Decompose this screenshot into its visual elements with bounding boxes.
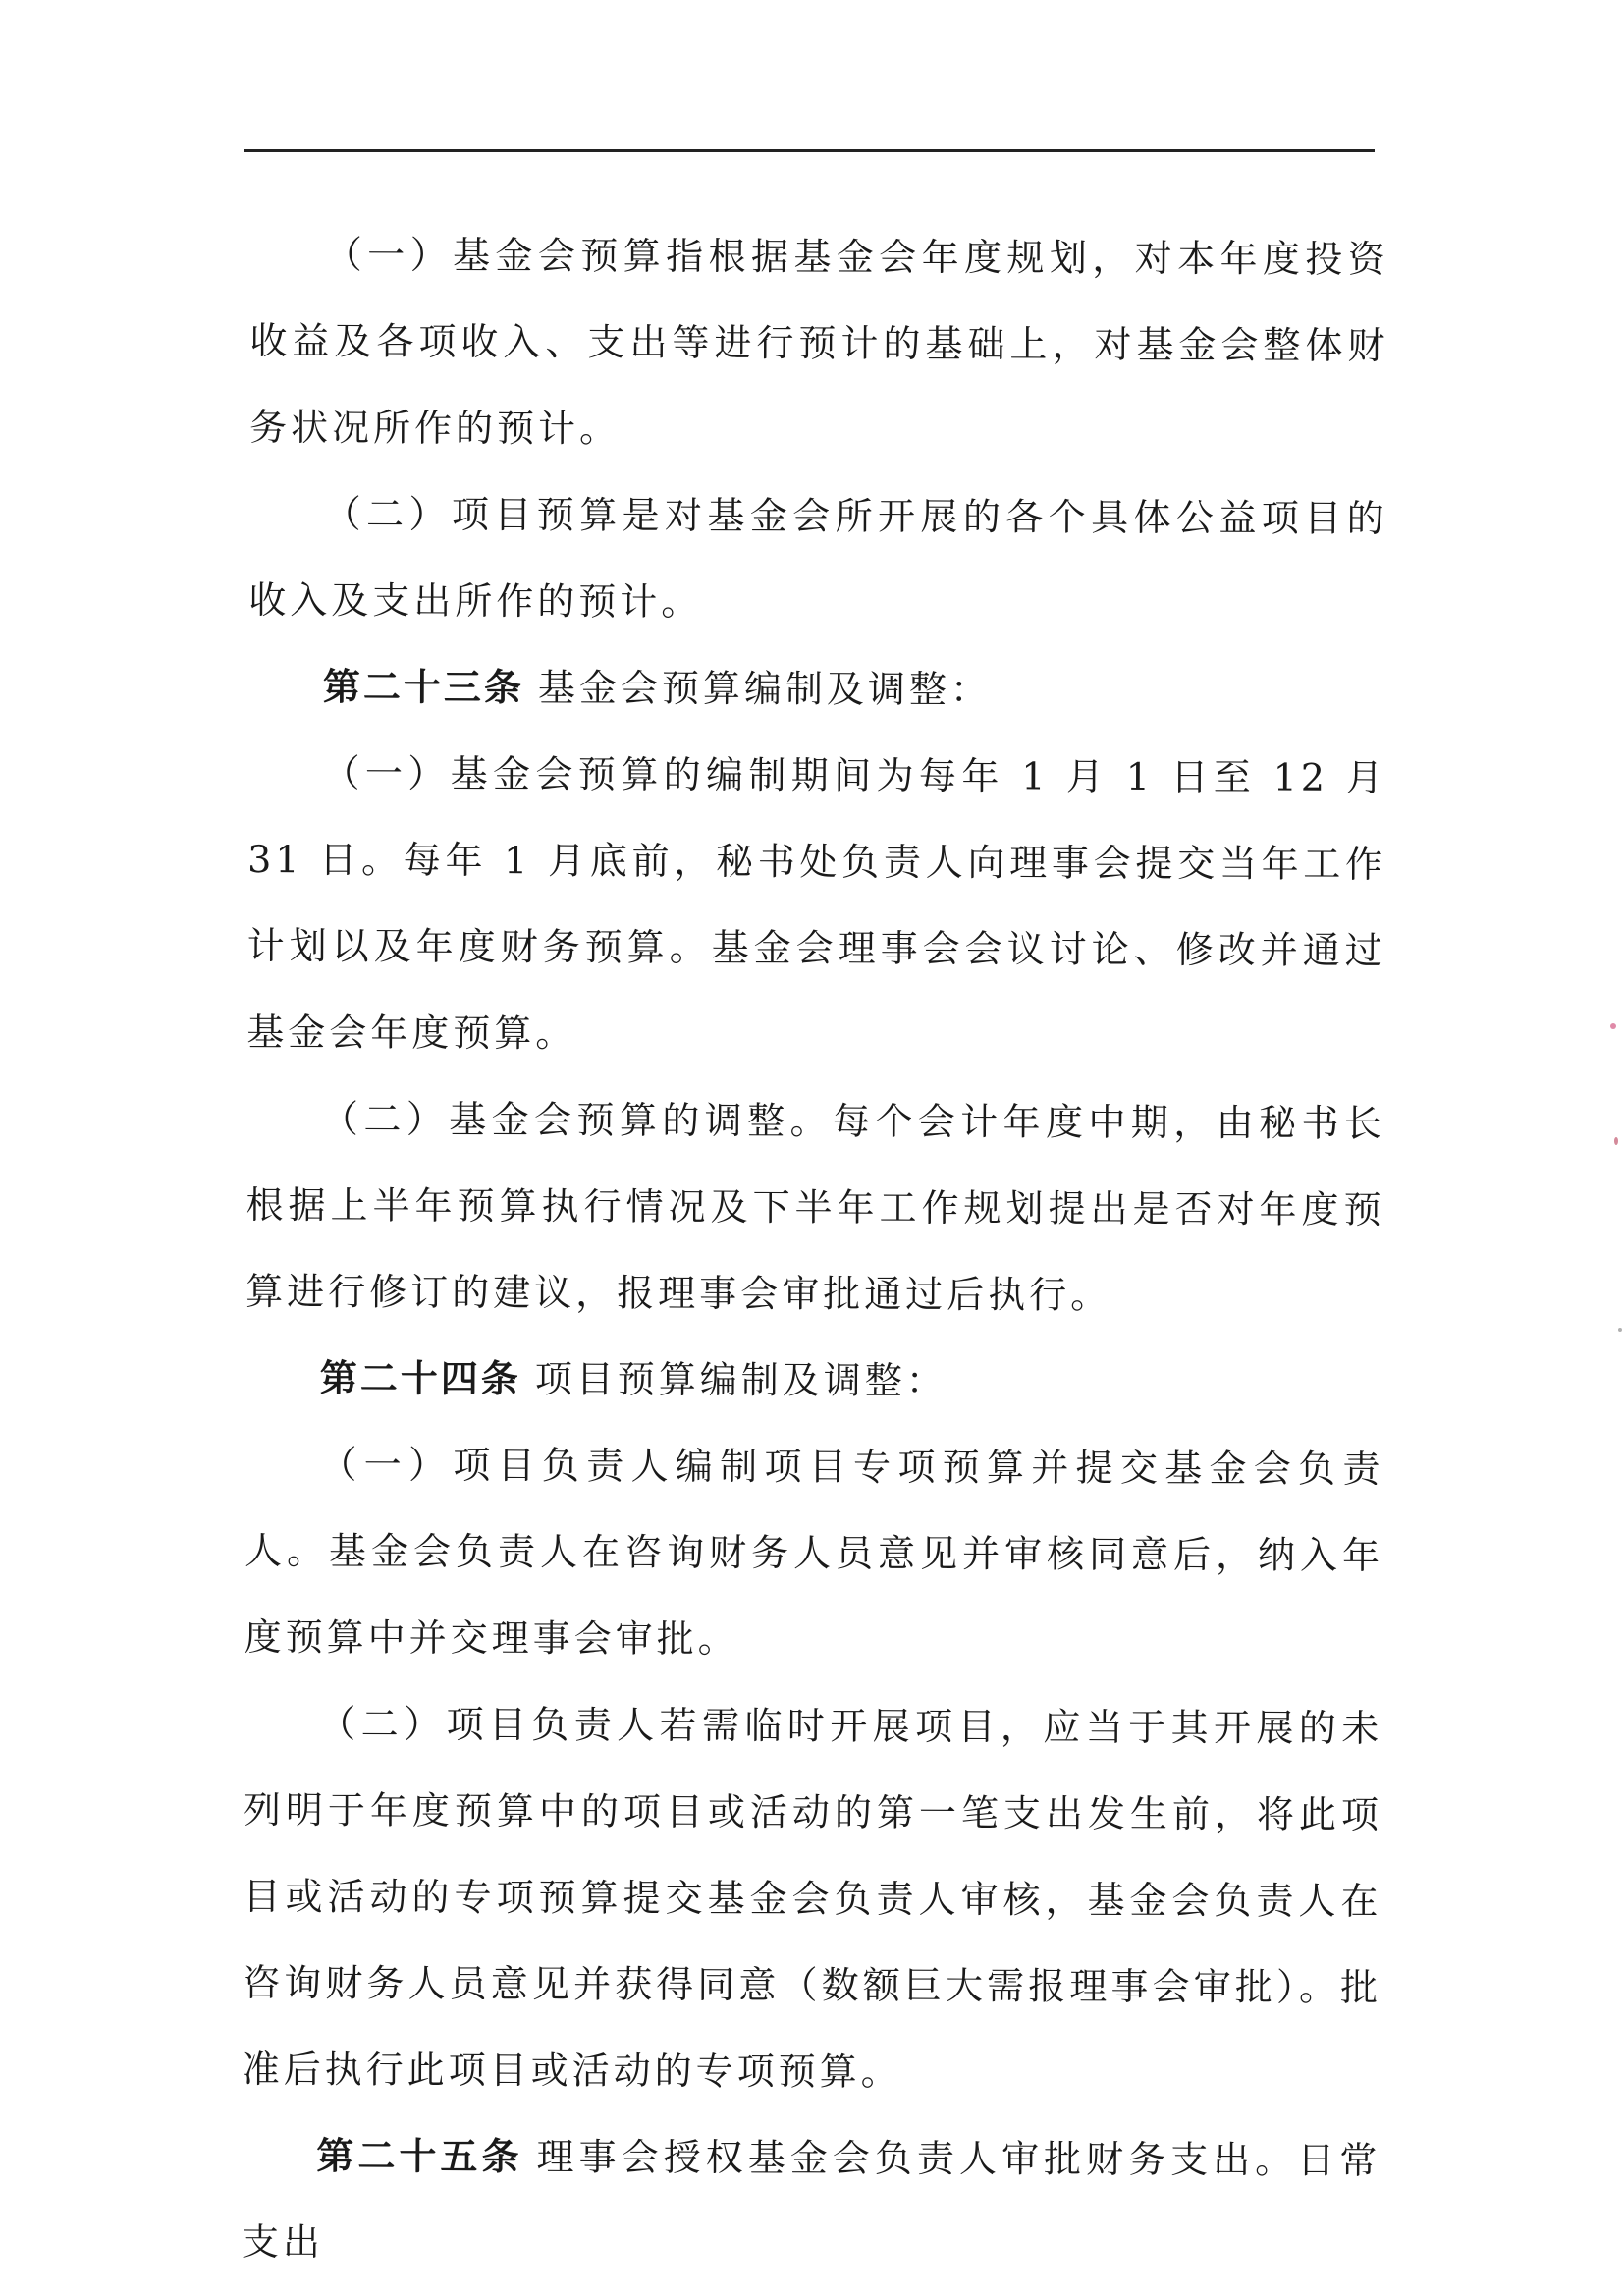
paragraph-4: [245, 1075, 1385, 1339]
article-24: [245, 1335, 1384, 1426]
paragraph-1: [249, 211, 1389, 475]
paragraph-text: （二）项目预算是对基金会所开展的各个具体公益项目的收入及支出所作的预计。: [248, 492, 1388, 625]
paragraph-text: （二）项目负责人若需临时开展项目，应当于其开展的未列明于年度预算中的项目或活动的第一笔支出发生前，将此项目或活动的专项预算提交基金会负责人审核，基金会负责人在咨询财务人员意见并获得同意（数额巨大需报理事会审批）。批准后执行此项目或活动的专项预算。: [242, 1702, 1383, 2094]
paragraph-text: 理事会授权基金会负责人审批财务支出。日常支出: [241, 2135, 1381, 2265]
paragraph-5: [244, 1421, 1383, 1685]
article-heading-text: 基金会预算编制及调整：: [537, 666, 993, 712]
paragraph-text: （一）基金会预算指根据基金会年度规划，对本年度投资收益及各项收入、支出等进行预计的基础上，对基金会整体财务状况所作的预计。: [248, 233, 1389, 451]
scan-speck: [1610, 1023, 1616, 1029]
article-25: [242, 2112, 1381, 2290]
scan-speck: [1618, 1328, 1622, 1332]
document-body: [242, 211, 1389, 2290]
paragraph-3: [246, 730, 1387, 1080]
article-number: 第二十三条: [322, 664, 525, 710]
header-rule: [244, 149, 1375, 152]
paragraph-text: （一）项目负责人编制项目专项预算并提交基金会负责人。基金会负责人在咨询财务人员意见并审核同意后，纳入年度预算中并交理事会审批。: [244, 1443, 1384, 1662]
scan-speck: [1614, 1137, 1618, 1145]
article-number: 第二十四条: [319, 1355, 521, 1401]
article-23: [248, 643, 1387, 735]
paragraph-2: [248, 470, 1388, 648]
article-heading-text: 项目预算编制及调整：: [534, 1357, 947, 1403]
paragraph-text: （二）基金会预算的调整。每个会计年度中期，由秘书长根据上半年预算执行情况及下半年工作规划提出是否对年度预算进行修订的建议，报理事会审批通过后执行。: [245, 1097, 1386, 1317]
paragraph-6: [243, 1680, 1383, 2117]
paragraph-text: （一）基金会预算的编制期间为每年 1 月 1 日至 12 月 31 日。每年 1 月底前，秘书处负责人向理事会提交当年工作计划以及年度财务预算。基金会理事会会议讨论、修改并通过基金会年度预算。: [246, 751, 1387, 1056]
article-number: 第二十五条: [316, 2133, 523, 2179]
